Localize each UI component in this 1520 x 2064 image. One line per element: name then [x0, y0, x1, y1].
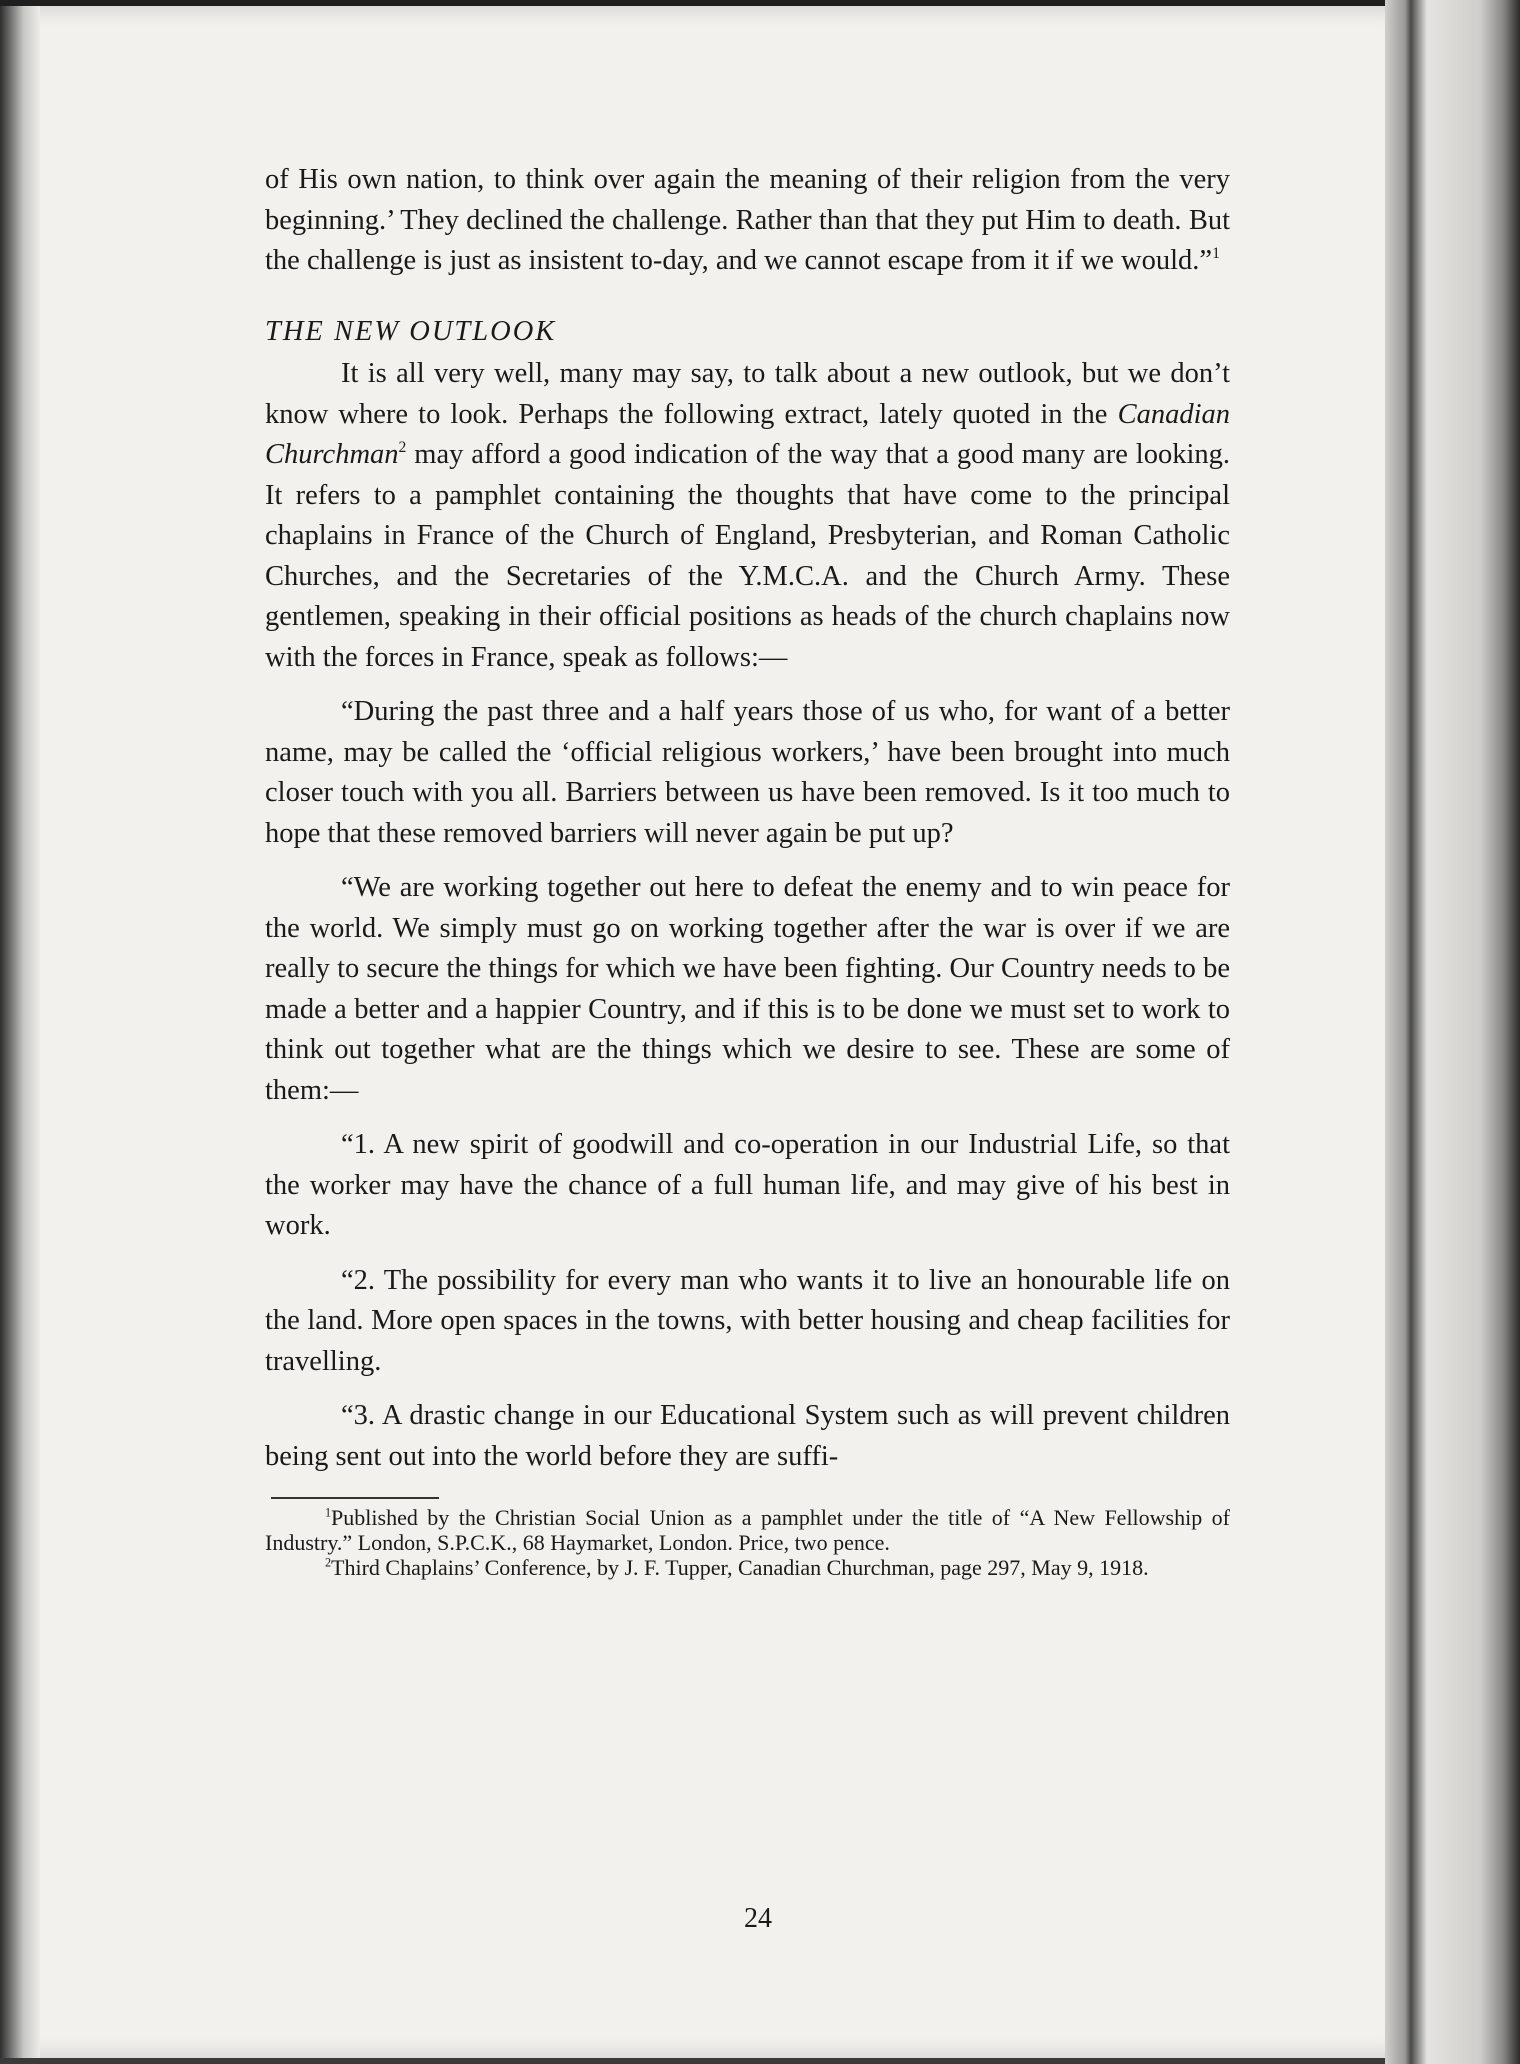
list-item-3: “3. A drastic change in our Educational System such as will prevent children being sent out into the world before they are suffi- [265, 1400, 1230, 1472]
quote-paragraph-1: “During the past three and a half years those of us who, for want of a better name, may be called the ‘official religious workers,’ have been brought into much closer touch with you all. Barriers between us have been removed. Is it too much to hope that these removed barriers will never again be put up? [265, 696, 1230, 849]
publication-title: Canadian Churchman [265, 398, 1230, 470]
footnote-1: $^1$Published by the Christian Social Union as a pamphlet under the title of “A New Fellowship of Industry.” London, S.P.C.K., 68 Haymarket, London. Price, two pence. [265, 1505, 1230, 1555]
list-item-1: “1. A new spirit of goodwill and co-operation in our Industrial Life, so that the worker may have the chance of a full human life, and may give of his best in work. [265, 1129, 1230, 1241]
page-number: 24 [744, 1903, 772, 1934]
footnote-divider [271, 1497, 439, 1499]
paragraph-continued: of His own nation, to think over again the meaning of their religion from the very beginning.’ They declined the challenge. Rather than that they put Him to death. But the challenge is just as insistent to-day, and we cannot escape from it if we would.”$^1$ [265, 164, 1230, 276]
list-item-2: “2. The possibility for every man who wants it to live an honourable life on the land. More open spaces in the towns, with better housing and cheap facilities for travelling. [265, 1264, 1230, 1377]
footnote-ref-1: 1 [1212, 245, 1220, 263]
quote-paragraph-2: “We are working together out here to defeat the enemy and to win peace for the world. We simply must go on working together after the war is over if we are really to secure the things for which we have been fighting. Our Country needs to be made a better and a happier Country, and if this is to be done we must set to work to think out together what are the things which we desire to see. These are some of them:— [265, 872, 1230, 1106]
section-heading: THE NEW OUTLOOK [265, 315, 557, 347]
footnote-ref-2: 2 [398, 439, 407, 457]
footnote-2: $^2$Third Chaplains’ Conference, by J. F. Tupper, Canadian Churchman, page 297, May 9, 1918. [325, 1555, 1149, 1580]
page-body [265, 160, 1230, 1580]
page-edge-right [1385, 0, 1520, 2064]
page-gutter-left [0, 6, 40, 2058]
paragraph-new-outlook: It is all very well, many may say, to talk about a new outlook, but we don’t know where to look. Perhaps the following extract, lately quoted in the Canadian Churchman$^2$ may afford a good indication of the way that a good many are looking. It refers to a pamphlet containing the thoughts that have come to the principal chaplains in France of the Church of England, Presbyterian, and Roman Catholic Churches, and the Secretaries of the Y.M.C.A. and the Church Army. These gentlemen, speaking in their official positions as heads of the church chaplains now with the forces in France, speak as follows:— [265, 358, 1230, 673]
